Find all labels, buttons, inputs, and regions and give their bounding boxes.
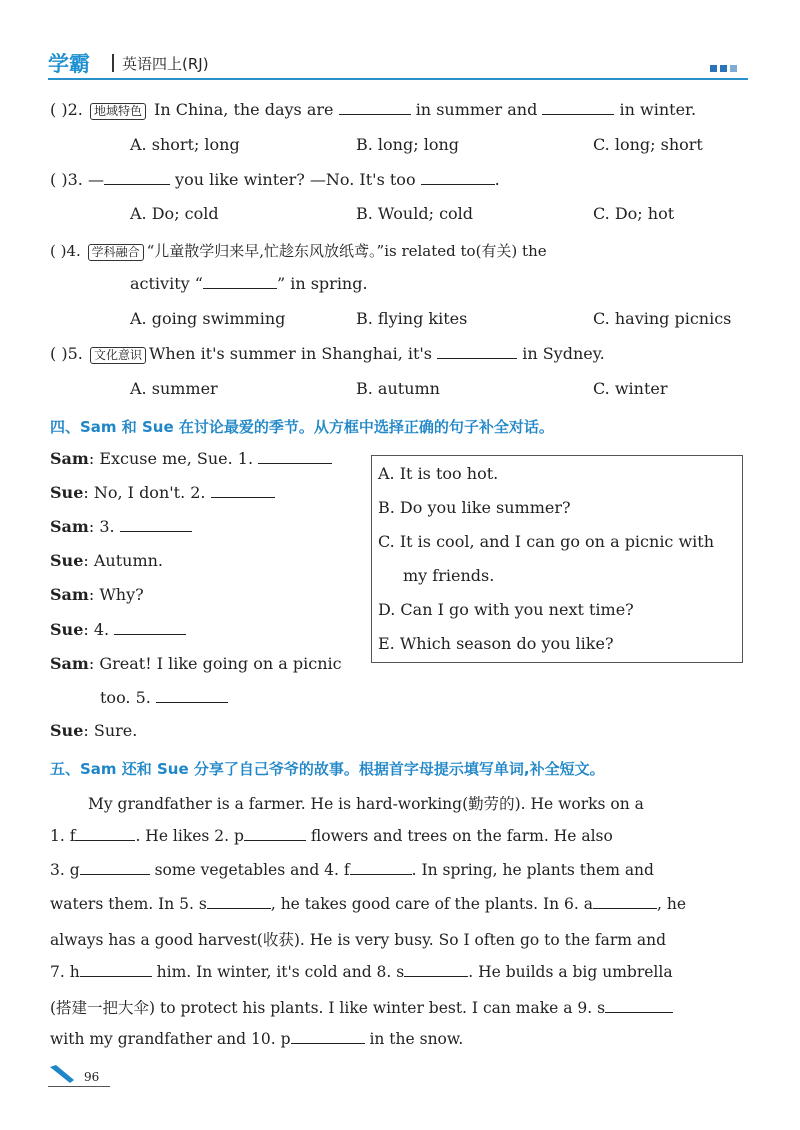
question-tag: 地域特色: [90, 103, 146, 120]
option-b: B. Would; cold: [356, 204, 474, 223]
box-option: B. Do you like summer?: [378, 498, 571, 517]
option-a: A. short; long: [130, 135, 240, 154]
dialog-line-3: [50, 517, 192, 536]
question-text: —: [87, 170, 104, 189]
answer-blank[interactable]: [80, 860, 150, 875]
question-number: ( )5.: [50, 344, 83, 363]
passage-line-8: [50, 1029, 463, 1048]
section-4-title: 四、Sam 和 Sue 在讨论最爱的季节。从方框中选择正确的句子补全对话。: [50, 418, 554, 436]
passage-line-7: [50, 996, 673, 1018]
question-tag: 学科融合: [88, 244, 144, 261]
speaker: Sam: [50, 449, 89, 468]
pen-icon: [48, 1064, 76, 1084]
option-b: B. long; long: [356, 135, 459, 154]
question-text: .: [494, 170, 500, 189]
page-number: 96: [84, 1070, 100, 1084]
passage-line-2: [50, 826, 613, 845]
speaker: Sue: [50, 551, 84, 570]
passage-text: 7. h: [50, 963, 80, 981]
header-square-icon: [730, 65, 737, 72]
passage-text: 3. g: [50, 861, 80, 879]
answer-blank[interactable]: [211, 483, 275, 498]
answer-blank[interactable]: [75, 826, 135, 841]
passage-text: , he: [657, 895, 687, 913]
dialog-text: : Why?: [88, 585, 144, 604]
option-a: A. Do; cold: [130, 204, 219, 223]
speaker: Sam: [50, 654, 89, 673]
answer-blank[interactable]: [350, 860, 412, 875]
passage-text: him. In winter, it's cold and 8. s: [156, 963, 405, 981]
passage-text: . He builds a big umbrella: [468, 963, 673, 981]
header-rule: [48, 78, 748, 80]
passage-text: (搭建一把大伞) to protect his plants. I like winter best. I can make a 9. s: [50, 999, 606, 1017]
option-c: C. winter: [593, 379, 668, 398]
answer-blank[interactable]: [258, 449, 332, 464]
speaker: Sue: [50, 721, 84, 740]
passage-line-3: [50, 860, 654, 879]
dialog-line-7: [50, 654, 342, 673]
footer-rule: [48, 1086, 110, 1087]
option-b: B. autumn: [356, 379, 440, 398]
passage-text: some vegetables and 4. f: [154, 861, 350, 879]
passage-line-4: [50, 894, 686, 913]
passage-text: waters them. In 5. s: [50, 895, 207, 913]
passage-text: in the snow.: [369, 1030, 464, 1048]
answer-blank[interactable]: [593, 894, 657, 909]
answer-blank[interactable]: [404, 962, 468, 977]
question-number: ( )3.: [50, 170, 83, 189]
dialog-line-4: [50, 551, 163, 570]
dialog-text: : Sure.: [83, 721, 138, 740]
option-c: C. long; short: [593, 135, 703, 154]
answer-blank[interactable]: [203, 274, 277, 289]
box-option: A. It is too hot.: [378, 464, 499, 483]
answer-blank[interactable]: [339, 100, 411, 115]
box-option-cont: my friends.: [403, 566, 495, 585]
question-text: ” in spring.: [276, 274, 368, 293]
options-box: [371, 455, 743, 663]
answer-blank[interactable]: [120, 517, 192, 532]
option-c: C. having picnics: [593, 309, 732, 328]
answer-blank[interactable]: [421, 170, 495, 185]
question-text: In China, the days are: [154, 100, 334, 119]
box-option: D. Can I go with you next time?: [378, 600, 634, 619]
dialog-text: : 3.: [88, 517, 115, 536]
dialog-line-5: [50, 585, 144, 604]
brand-logo: 学霸: [48, 52, 90, 76]
question-number: ( )2.: [50, 100, 83, 119]
answer-blank[interactable]: [114, 620, 186, 635]
speaker: Sue: [50, 483, 84, 502]
answer-blank[interactable]: [605, 998, 673, 1013]
question-text: “儿童散学归来早,忙趁东风放纸鸢。”is related to(有关) the: [146, 242, 547, 260]
speaker: Sam: [50, 585, 89, 604]
dialog-text: : Excuse me, Sue. 1.: [88, 449, 254, 468]
answer-blank[interactable]: [244, 826, 306, 841]
dialog-line-6: [50, 620, 186, 639]
dialog-text: : Great! I like going on a picnic: [88, 654, 342, 673]
dialog-text: too. 5.: [100, 688, 151, 707]
question-text: in winter.: [619, 100, 697, 119]
header-divider: [112, 54, 114, 72]
passage-line-5: always has a good harvest(收获). He is very busy. So I often go to the farm and: [50, 931, 667, 949]
question-text: in Sydney.: [522, 344, 605, 363]
dialog-line-1: [50, 449, 332, 468]
option-b: B. flying kites: [356, 309, 468, 328]
answer-blank[interactable]: [156, 688, 228, 703]
dialog-line-8: [100, 688, 228, 707]
question-tag: 文化意识: [90, 347, 146, 364]
question-3: [50, 170, 500, 189]
header-square-icon: [720, 65, 727, 72]
dialog-text: : Autumn.: [83, 551, 164, 570]
question-text: in summer and: [415, 100, 538, 119]
passage-line-6: [50, 962, 673, 981]
speaker: Sam: [50, 517, 89, 536]
passage-text: flowers and trees on the farm. He also: [310, 827, 613, 845]
dialog-line-9: [50, 721, 137, 740]
question-5: [50, 344, 605, 364]
question-2: [50, 100, 696, 120]
dialog-text: : No, I don't. 2.: [83, 483, 206, 502]
header-square-icon: [710, 65, 717, 72]
section-5-title: 五、Sam 还和 Sue 分享了自己爷爷的故事。根据首字母提示填写单词,补全短文。: [50, 760, 605, 778]
passage-text: , he takes good care of the plants. In 6. a: [270, 895, 593, 913]
option-a: A. summer: [130, 379, 218, 398]
passage-text: 1. f: [50, 827, 76, 845]
option-c: C. Do; hot: [593, 204, 675, 223]
subject-label: 英语四上(RJ): [122, 55, 209, 73]
passage-text: . He likes 2. p: [135, 827, 244, 845]
passage-line-1: My grandfather is a farmer. He is hard-working(勤劳的). He works on a: [88, 795, 644, 813]
answer-blank[interactable]: [104, 170, 170, 185]
answer-blank[interactable]: [80, 962, 152, 977]
answer-blank[interactable]: [291, 1029, 365, 1044]
page-header: [48, 44, 748, 80]
answer-blank[interactable]: [437, 344, 517, 359]
passage-text: . In spring, he plants them and: [411, 861, 654, 879]
box-option: C. It is cool, and I can go on a picnic with: [378, 532, 715, 551]
question-number: ( )4.: [50, 242, 81, 260]
option-a: A. going swimming: [130, 309, 286, 328]
answer-blank[interactable]: [207, 894, 271, 909]
dialog-text: : 4.: [83, 620, 110, 639]
box-option: E. Which season do you like?: [378, 634, 614, 653]
speaker: Sue: [50, 620, 84, 639]
question-4-cont: [130, 274, 368, 293]
passage-text: with my grandfather and 10. p: [50, 1030, 291, 1048]
dialog-line-2: [50, 483, 275, 502]
question-text: When it's summer in Shanghai, it's: [148, 344, 433, 363]
question-4: [50, 240, 547, 261]
question-text: you like winter? —No. It's too: [175, 170, 416, 189]
question-text: activity “: [130, 274, 203, 293]
answer-blank[interactable]: [542, 100, 614, 115]
